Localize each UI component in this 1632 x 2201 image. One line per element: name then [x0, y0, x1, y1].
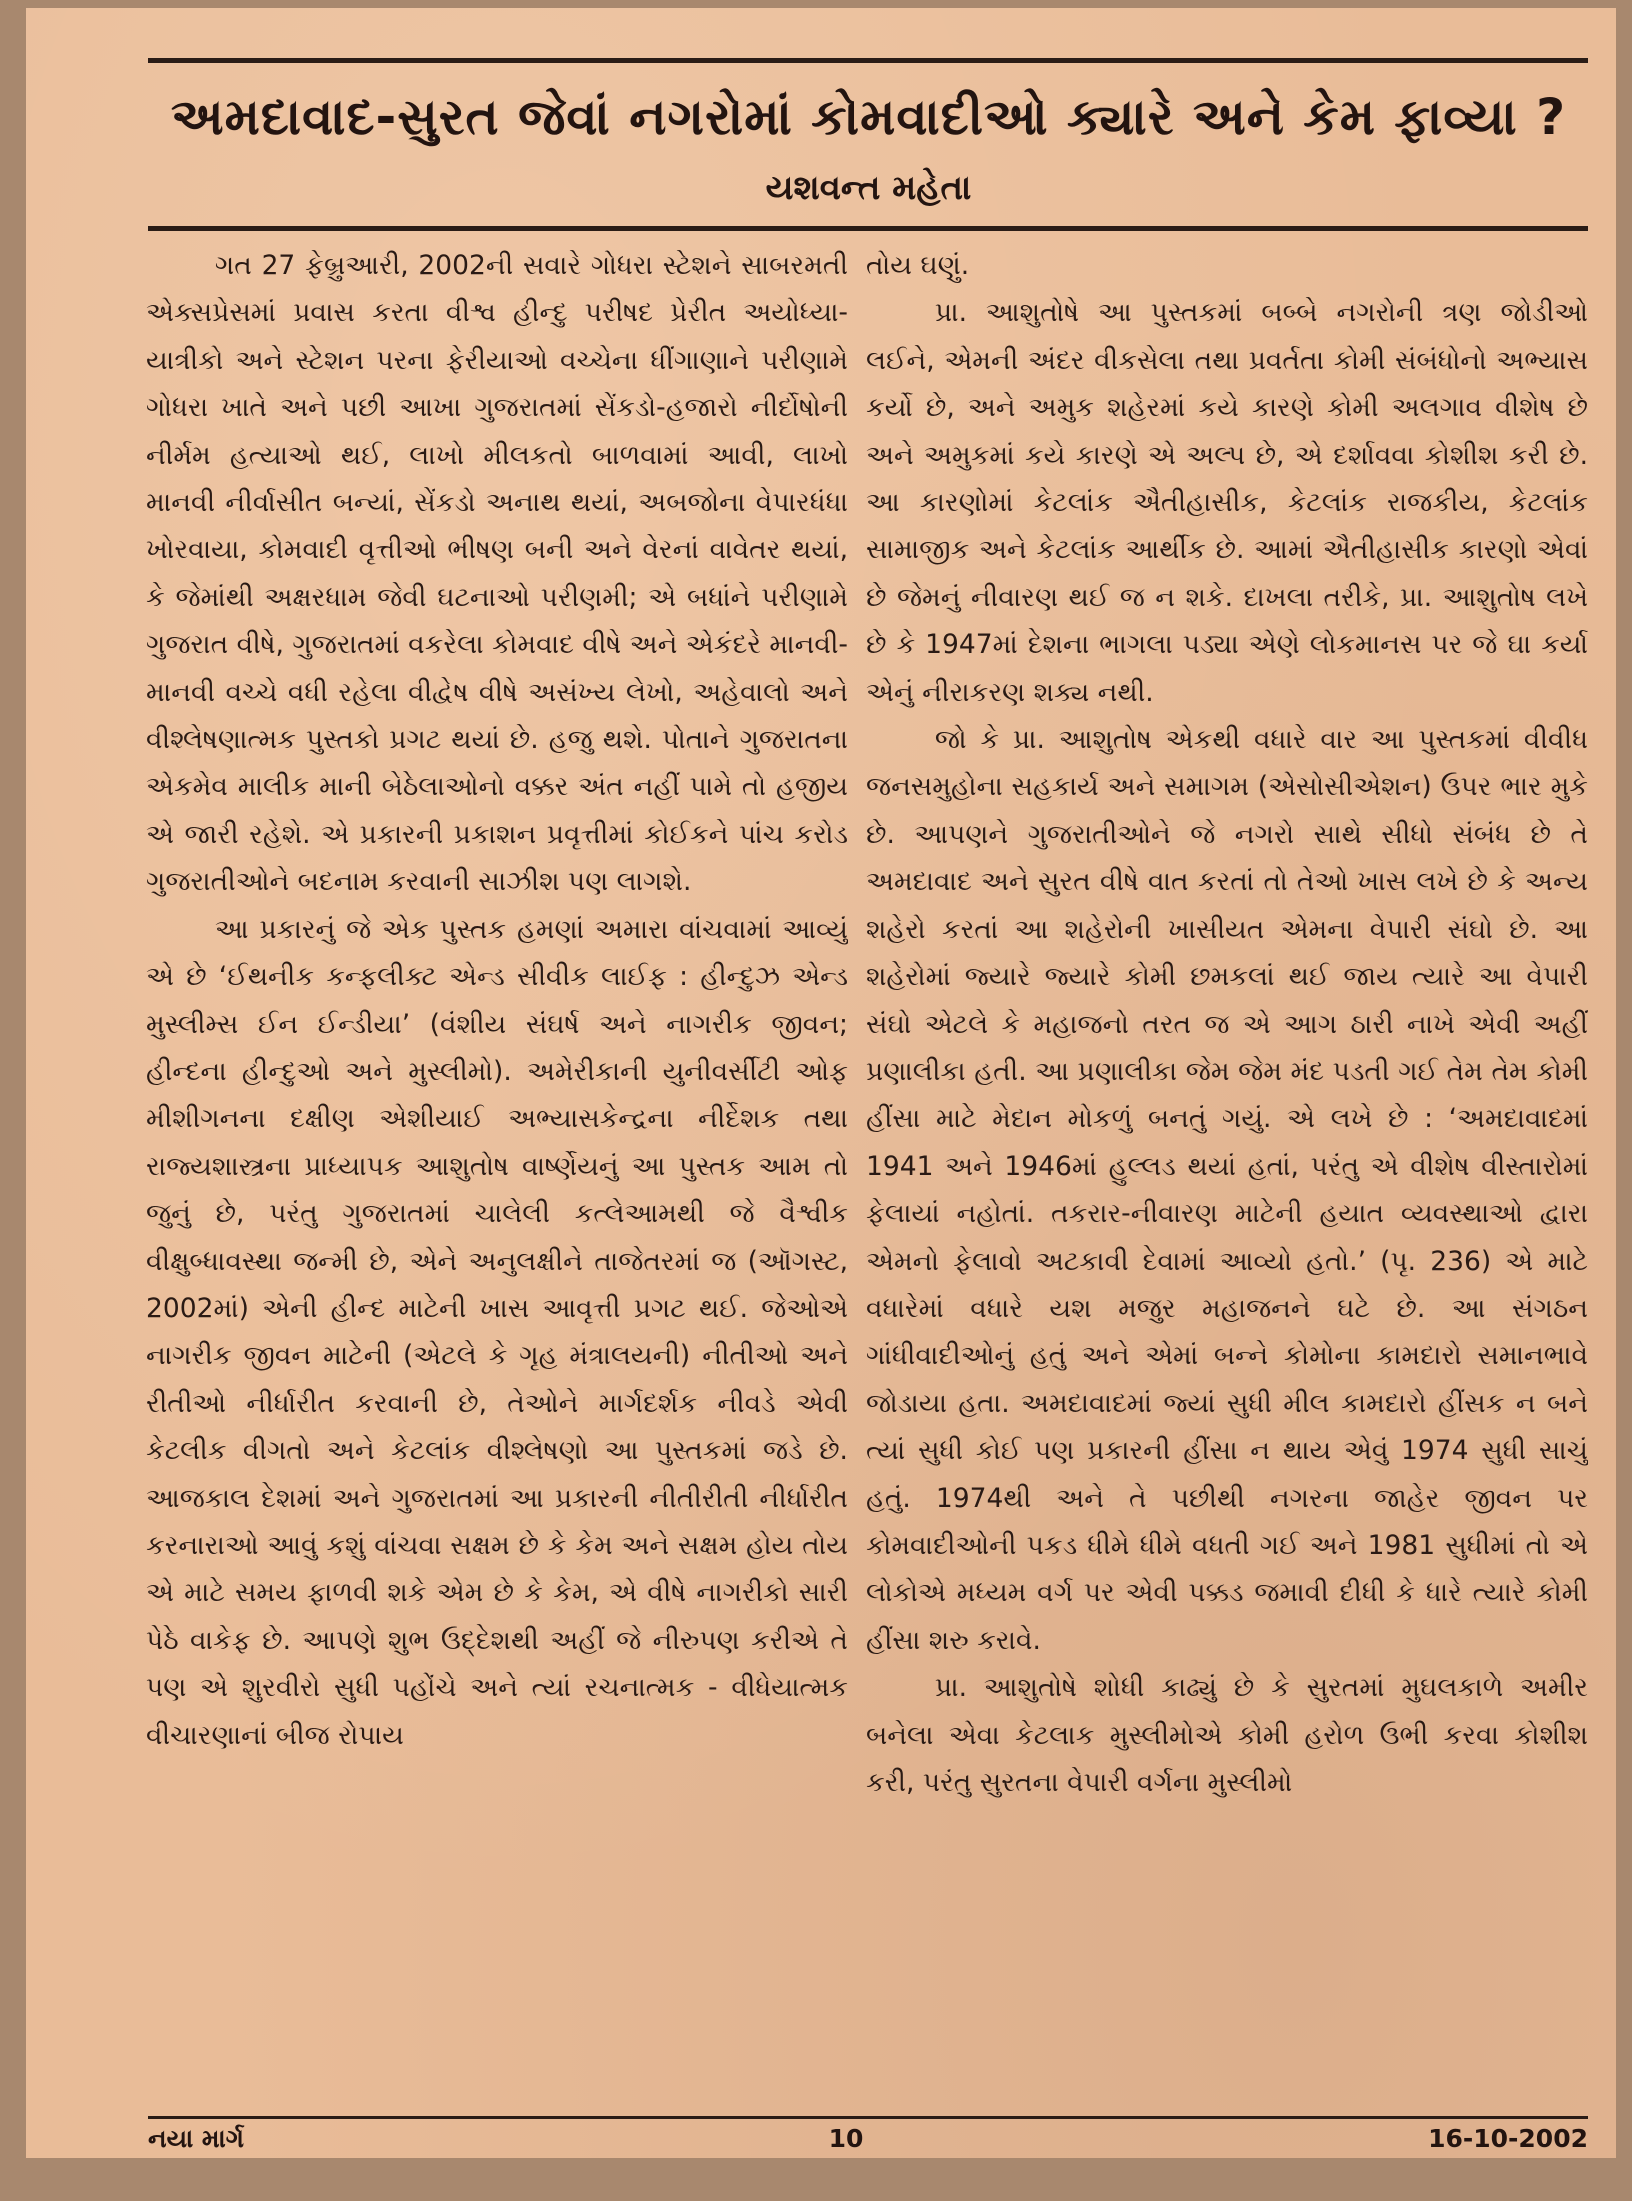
article-title: અમદાવાદ-સુરત જેવાં નગરોમાં કોમવાદીઓ ક્યારે અને કેમ ફાવ્યા ? [170, 88, 1567, 146]
paragraph: તોય ઘણું. [866, 250, 970, 281]
paragraph: જો કે પ્રા. આશુતોષ એકથી વધારે વાર આ પુસ્તકમાં વીવીધ જનસમુહોના સહકાર્ય અને સમાગમ (એસોસીએશન) ઉપર ભાર મુકે છે. આપણને ગુજરાતીઓને જે નગરો સાથે સીધો સંબંધ છે તે અમદાવાદ અને સુરત વીષે વાત કરતાં તો તેઓ ખાસ લખે છે કે અન્ય શહેરો કરતાં આ શહેરોની ખાસીયત એમના વેપારી સંઘો છે. આ શહેરોમાં જ્યારે જ્યારે કોમી છમકલાં થઈ જાય ત્યારે આ વેપારી સંઘો એટલે કે મહાજનો તરત જ એ આગ ઠારી નાખે એવી અહીં પ્રણાલીકા હતી. આ પ્રણાલીકા જેમ જેમ મંદ પડતી ગઈ તેમ તેમ કોમી હીંસા માટે મેદાન મોકળું બનતું ગયું. એ લખે છે : ‘અમદાવાદમાં 1941 અને 1946માં હુલ્લડ થયાં હતાં, પરંતુ એ વીશેષ વીસ્તારોમાં ફેલાયાં નહોતાં. તકરાર-નીવારણ માટેની હયાત વ્યવસ્થાઓ દ્વારા એમનો ફેલાવો અટકાવી દેવામાં આવ્યો હતો.’ (પૃ. 236) એ માટે વધારેમાં વધારે યશ મજુર મહાજનને ઘટે છે. આ સંગઠન ગાંધીવાદીઓનું હતું અને એમાં બન્ને કોમોના કામદારો સમાનભાવે જોડાયા હતા. અમદાવાદમાં જ્યાં સુધી મીલ કામદારો હીંસક ન બને ત્યાં સુધી કોઈ પણ પ્રકારની હીંસા ન થાય એવું 1974 સુધી સાચું હતું. 1974થી અને તે પછીથી નગરના જાહેર જીવન પર કોમવાદીઓની પકડ ધીમે ધીમે વધતી ગઈ અને 1981 સુધીમાં તો એ લોકોએ મધ્યમ વર્ગ પર એવી પક્કડ જમાવી દીધી કે ધારે ત્યારે કોમી હીંસા શરુ કરાવે. [866, 724, 1588, 1656]
paragraph: ગત 27 ફેબ્રુઆરી, 2002ની સવારે ગોધરા સ્ટેશને સાબરમતી એક્સપ્રેસમાં પ્રવાસ કરતા વીશ્વ હીન્દુ પરીષદ પ્રેરીત અયોધ્યા-યાત્રીકો અને સ્ટેશન પરના ફેરીયાઓ વચ્ચેના ધીંગાણાને પરીણામે ગોધરા ખાતે અને પછી આખા ગુજરાતમાં સેંકડો-હજારો નીર્દોષોની નીર્મમ હત્યાઓ થઈ, લાખો મીલકતો બાળવામાં આવી, લાખો માનવી નીર્વાસીત બન્યાં, સેંકડો અનાથ થયાં, અબજોના વેપારધંધા ખોરવાયા, કોમવાદી વૃત્તીઓ ભીષણ બની અને વેરનાં વાવેતર થયાં, કે જેમાંથી અક્ષરધામ જેવી ઘટનાઓ પરીણમી; એ બધાંને પરીણામે ગુજરાત વીષે, ગુજરાતમાં વકરેલા કોમવાદ વીષે અને એકંદરે માનવી-માનવી વચ્ચે વધી રહેલા વીદ્વેષ વીષે અસંખ્ય લેખો, અહેવાલો અને વીશ્લેષણાત્મક પુસ્તકો પ્રગટ થયાં છે. હજુ થશે. પોતાને ગુજરાતના એકમેવ માલીક માની બેઠેલાઓનો વક્કર અંત નહીં પામે તો હજીય એ જારી રહેશે. એ પ્રકારની પ્રકાશન પ્રવૃત્તીમાં કોઈકને પાંચ કરોડ ગુજરાતીઓને બદનામ કરવાની સાઝીશ પણ લાગશે. [146, 250, 848, 898]
paragraph: આ પ્રકારનું જે એક પુસ્તક હમણાં અમારા વાંચવામાં આવ્યું એ છે ‘ઈથનીક કન્ફલીક્ટ એન્ડ સીવીક લાઈફ : હીન્દુઝ એન્ડ મુસ્લીમ્સ ઈન ઈન્ડીયા’ (વંશીય સંઘર્ષ અને નાગરીક જીવન; હીન્દના હીન્દુઓ અને મુસ્લીમો). અમેરીકાની યુનીવર્સીટી ઓફ મીશીગનના દક્ષીણ એશીયાઈ અભ્યાસકેન્દ્રના નીર્દેશક તથા રાજ્યશાસ્ત્રના પ્રાધ્યાપક આશુતોષ વાર્ષ્ણેયનું આ પુસ્તક આમ તો જુનું છે, પરંતુ ગુજરાતમાં ચાલેલી કત્લેઆમથી જે વૈશ્વીક વીક્ષુબ્ધાવસ્થા જન્મી છે, એને અનુલક્ષીને તાજેતરમાં જ (ઑગસ્ટ, 2002માં) એની હીન્દ માટેની ખાસ આવૃત્તી પ્રગટ થઈ. જેઓએ નાગરીક જીવન માટેની (એટલે કે ગૃહ મંત્રાલયની) નીતીઓ અને રીતીઓ નીર્ધારીત કરવાની છે, તેઓને માર્ગદર્શક નીવડે એવી કેટલીક વીગતો અને કેટલાંક વીશ્લેષણો આ પુસ્તકમાં જડે છે. આજકાલ દેશમાં અને ગુજરાતમાં આ પ્રકારની નીતીરીતી નીર્ધારીત કરનારાઓ આવું કશું વાંચવા સક્ષમ છે કે કેમ અને સક્ષમ હોય તોય એ માટે સમય ફાળવી શકે એમ છે કે કેમ, એ વીષે નાગરીકો સારી પેઠે વાકેફ છે. આપણે શુભ ઉદ્દેશથી અહીં જે નીરુપણ કરીએ તે પણ એ શુરવીરો સુધી પહોંચે અને ત્યાં રચનાત્મક - વીધેયાત્મક વીચારણાનાં બીજ રોપાય [146, 913, 848, 1751]
title-rule [148, 226, 1588, 231]
issue-date: 16-10-2002 [1428, 2124, 1588, 2153]
left-column [146, 242, 848, 2102]
paragraph: પ્રા. આશુતોષે આ પુસ્તકમાં બબ્બે નગરોની ત્રણ જોડીઓ લઈને, એમની અંદર વીકસેલા તથા પ્રવર્તતા કોમી સંબંધોનો અભ્યાસ કર્યો છે, અને અમુક શહેરમાં કયે કારણે કોમી અલગાવ વીશેષ છે અને અમુકમાં કયે કારણે એ અલ્પ છે, એ દર્શાવવા કોશીશ કરી છે. આ કારણોમાં કેટલાંક ઐતીહાસીક, કેટલાંક રાજકીય, કેટલાંક સામાજીક અને કેટલાંક આર્થીક છે. આમાં ઐતીહાસીક કારણો એવાં છે જેમનું નીવારણ થઈ જ ન શકે. દાખલા તરીકે, પ્રા. આશુતોષ લખે છે કે 1947માં દેશના ભાગલા પડ્યા એણે લોકમાનસ પર જે ઘા કર્યા એનું નીરાકરણ શક્ય નથી. [866, 297, 1588, 708]
page-number: 10 [828, 2124, 864, 2153]
top-rule [148, 58, 1588, 63]
paragraph: પ્રા. આશુતોષે શોધી કાઢ્યું છે કે સુરતમાં મુઘલકાળે અમીર બનેલા એવા કેટલાક મુસ્લીમોએ કોમી હરોળ ઉભી કરવા કોશીશ કરી, પરંતુ સુરતના વેપારી વર્ગના મુસ્લીમો [866, 1672, 1588, 1798]
publication-name: નયા માર્ગ [148, 2124, 244, 2153]
footer-rule [148, 2116, 1588, 2119]
magazine-page [26, 8, 1616, 2158]
right-column [866, 242, 1588, 2102]
article-author: યશવન્ત મહેતા [765, 168, 972, 208]
